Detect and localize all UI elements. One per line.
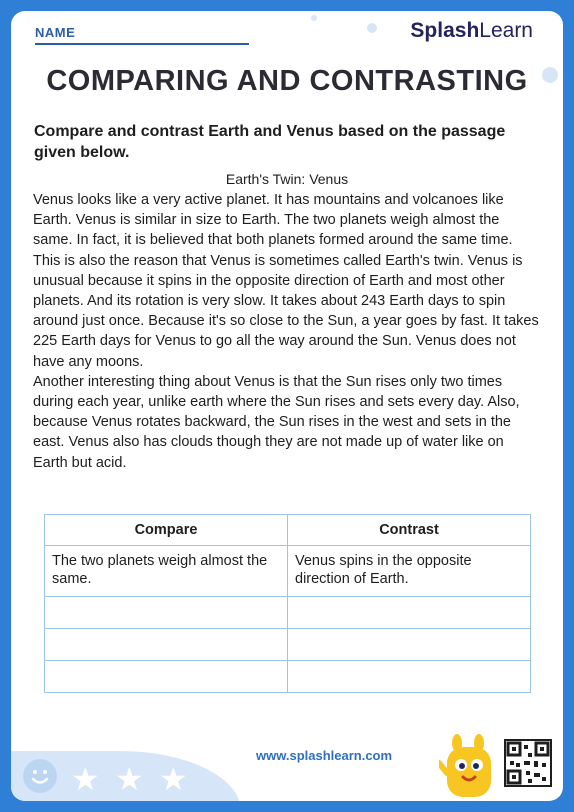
footer-url[interactable]: www.splashlearn.com (256, 748, 393, 763)
passage-title: Earth's Twin: Venus (225, 171, 349, 187)
compare-cell[interactable]: The two planets weigh almost the same. (45, 546, 288, 597)
splashlearn-logo (410, 19, 533, 43)
compare-cell[interactable] (45, 629, 288, 661)
decorative-bubble (367, 23, 377, 33)
table-row (45, 546, 531, 597)
contrast-cell[interactable] (288, 597, 531, 629)
compare-cell[interactable] (45, 597, 288, 629)
passage-paragraph-2: Another interesting thing about Venus is that the Sun rises only two times during each year, unlike earth where the Sun rises and sets every day. Also, because Venus rotates backward, the Sun rises in the west and sets in the east. Venus also has clouds though they are not made up of water like on Earth but acid. (33, 373, 520, 471)
compare-cell[interactable] (45, 661, 288, 693)
table-row (45, 629, 531, 661)
column-header-contrast: Contrast (288, 515, 531, 546)
smiley-icon (23, 759, 57, 793)
logo-splash: Splash (410, 19, 480, 42)
page-title: COMPARING AND CONTRASTING (46, 65, 528, 97)
star-icon: ★ (159, 761, 188, 797)
table-header-row (45, 515, 531, 546)
star-icon: ★ (115, 761, 144, 797)
logo-learn: Learn (479, 19, 533, 42)
column-header-compare: Compare (45, 515, 288, 546)
passage-text (33, 190, 541, 473)
contrast-cell[interactable] (288, 661, 531, 693)
name-line[interactable] (35, 43, 249, 45)
instruction-text: Compare and contrast Earth and Venus based on the passage given below. (34, 123, 506, 161)
name-label: NAME (35, 25, 76, 40)
decorative-bubble (311, 15, 317, 21)
table-row (45, 661, 531, 693)
qr-code-icon[interactable] (504, 739, 552, 787)
table-row (45, 597, 531, 629)
compare-contrast-table (44, 514, 531, 693)
star-icon: ★ (71, 761, 100, 797)
contrast-cell[interactable] (288, 629, 531, 661)
contrast-cell[interactable]: Venus spins in the opposite direction of Earth. (288, 546, 531, 597)
passage-paragraph-1: Venus looks like a very active planet. It has mountains and volcanoes like Earth. Venus is similar in size to Earth. The two planets weigh almost the same. In fact, it is believed that both planets formed around the same time. This is also the reason that Venus is sometimes called Earth's twin. Venus is unusual because it spins in the opposite direction of Earth and most other planets. And its rotation is very slow. It takes about 243 Earth days to spin around just once. Because it's so close to the Sun, a year goes by fast. It takes 225 Earth days for Venus to go all the way around the Sun. Venus does not have any moons. (33, 192, 539, 370)
mascot-icon (439, 733, 501, 799)
worksheet (11, 11, 563, 801)
